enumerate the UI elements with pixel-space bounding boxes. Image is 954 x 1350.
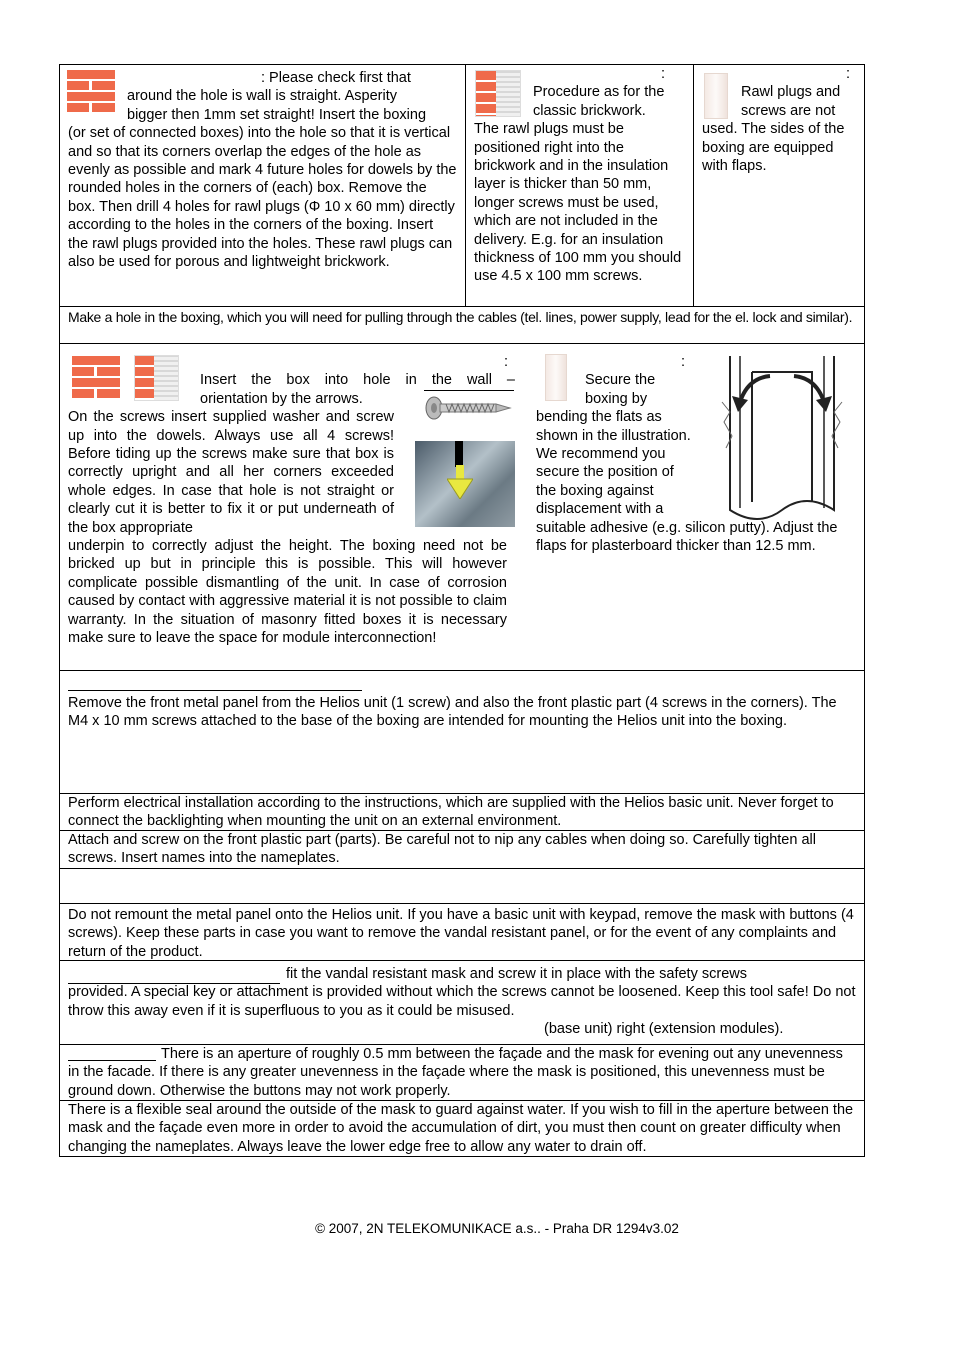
cell-secure-box	[536, 344, 856, 670]
cell-plasterboard	[694, 65, 864, 306]
vandal-mask-placement: (base unit) right (extension modules).	[544, 1021, 784, 1038]
plasterboard-icon	[704, 73, 728, 119]
vandal-mask-body: provided. A special key or attachment is provided without which the screws cannot be loosened. Keep this tool safe! Do not throw this away even if it is superfluous to you as it could be misused.	[68, 984, 856, 1019]
section-heading-line	[68, 983, 280, 984]
vandal-mask-line1: fit the vandal resistant mask and screw it in place with the safety screws	[286, 966, 747, 982]
insert-orientation: orientation by the arrows.	[200, 390, 363, 407]
secure-body-b: suitable adhesive (e.g. silicon putty). Adjust the flaps for plasterboard thicker than 12.5 mm.	[536, 519, 838, 555]
cell-classic-brick	[60, 65, 466, 306]
remove-panel-text: Remove the front metal panel from the Helios unit (1 screw) and also the front plastic part (4 screws in the corners). The M4 x 10 mm screws attached to the base of the boxing are intended for mounting the Helios unit into the boxing.	[68, 695, 837, 730]
row-electrical	[60, 794, 864, 831]
wall-underline	[424, 390, 514, 391]
section-heading-line	[68, 1060, 156, 1061]
aperture-text: There is an aperture of roughly 0.5 mm between the façade and the mask for evening out any unevenness in the facade. If there is any greater unevenness in the façade where the mask is positioned, this unevenness must be ground down. Otherwise the buttons may not work properly.	[68, 1046, 843, 1099]
classic-brick-line1: : Please check first that	[261, 70, 411, 86]
insert-colon: :	[503, 354, 508, 370]
insert-heading-text: Insert the box into hole in the wall –	[200, 372, 515, 389]
row-aperture	[60, 1045, 864, 1101]
insert-body-b: underpin to correctly adjust the height. The boxing need not be bricked up but in principle this is possible. This will however complicate possible dismantling of the unit. In case of corrosion caused by contact with aggressive material it is not possible to claim warranty. In the situation of masonry fitted boxes it is necessary make sure to leave the space for module interconnection!	[68, 538, 507, 647]
row-metal-panel	[60, 904, 864, 961]
row-empty	[60, 869, 864, 904]
porous-body: The rawl plugs must be positioned right into the brickwork and in the insulation layer is thicker than 50 mm, longer screws must be used, which are not included in the delivery. E.g. for an insulation thickness of 100 mm you should use 4.5 x 100 mm screws.	[474, 121, 682, 285]
box-photo	[415, 441, 515, 527]
classic-brick-line3: bigger then 1mm set straight! Insert the boxing	[127, 106, 427, 123]
row-wall-types	[60, 65, 864, 307]
row-seal	[60, 1101, 864, 1157]
secure-body-a: bending the flats as shown in the illustration. We recommend you secure the position of the boxing against displacement with a	[536, 409, 691, 518]
insert-body-a: On the screws insert supplied washer and screw up into the dowels. Always use all 4 screws! Before tiding up the screws make sure that box is correctly upright and all her corners exceeded whole edges. In case that hole is not straight or clearly cut it is better to fix it or put underneath of the box appropriate	[68, 409, 394, 536]
row-vandal-mask	[60, 961, 864, 1045]
porous-heading-text: Procedure as for the classic brickwork.	[533, 84, 665, 119]
classic-brick-body: (or set of connected boxes) into the hole so that it is vertical and so that its corners overlap the edges of the hole as evenly as possible and mark 4 future holes for dowels by the rounded holes in the corners of (each) box. Remove the box. Then drill 4 holes for rawl plugs (Φ 10 x 60 mm) directly according to the holes in the corners of the boxing. Insert the rawl plugs provided into the holes. These rawl plugs can also be used for porous and lightweight brickwork.	[68, 125, 457, 271]
row-front-part	[60, 831, 864, 869]
brick-wall-icon	[72, 356, 120, 400]
cell-porous-brick	[466, 65, 694, 306]
plasterboard-icon	[545, 354, 567, 401]
screw-icon	[424, 394, 514, 422]
footer: © 2007, 2N TELEKOMUNIKACE a.s.. - Praha DR 1294v3.02	[315, 1221, 679, 1236]
plaster-body: used. The sides of the boxing are equipped with flaps.	[702, 121, 845, 175]
plaster-heading-text: Rawl plugs and screws are not	[741, 84, 841, 119]
secure-colon: :	[681, 354, 686, 370]
section-heading-line	[68, 690, 362, 691]
plaster-colon: :	[845, 66, 850, 82]
classic-brick-line2: around the hole is wall is straight. Asperity	[127, 88, 397, 105]
porous-colon: :	[660, 66, 665, 82]
front-part-text: Attach and screw on the front plastic part (parts). Be careful not to nip any cables when doing so. Carefully tighten all screws. Insert names into the nameplates.	[68, 832, 816, 867]
flaps-illustration	[718, 352, 846, 528]
row-install-box	[60, 344, 864, 671]
row-remove-panel	[60, 671, 864, 794]
secure-heading-text: Secure the boxing by	[585, 372, 656, 407]
porous-brick-icon	[134, 355, 179, 401]
seal-text: There is a flexible seal around the outside of the mask to guard against water. If you wish to fill in the aperture between the mask and the façade even more in order to avoid the accumulation of dirt, you must then count on greater difficulty when changing the nameplates. Always leave the lower edge free to allow any water to drain off.	[68, 1102, 854, 1155]
porous-brick-icon	[475, 70, 521, 117]
metal-panel-text: Do not remount the metal panel onto the Helios unit. If you have a basic unit with keypad, remove the mask with buttons (4 screws). Keep these parts in case you want to remove the vandal resistant panel, or for the event of any complaints and return of the product.	[68, 907, 854, 960]
electrical-text: Perform electrical installation according to the instructions, which are supplied with the Helios basic unit. Never forget to connect the backlighting when mounting the unit on an external environment.	[68, 795, 834, 830]
row-cable-hole	[60, 307, 864, 344]
instruction-table	[59, 64, 865, 1157]
cell-insert-box	[68, 344, 515, 670]
cable-hole-text: Make a hole in the boxing, which you will need for pulling through the cables (tel. lines, power supply, lead for the el. lock and similar).	[68, 309, 853, 325]
brick-wall-icon	[67, 70, 115, 114]
